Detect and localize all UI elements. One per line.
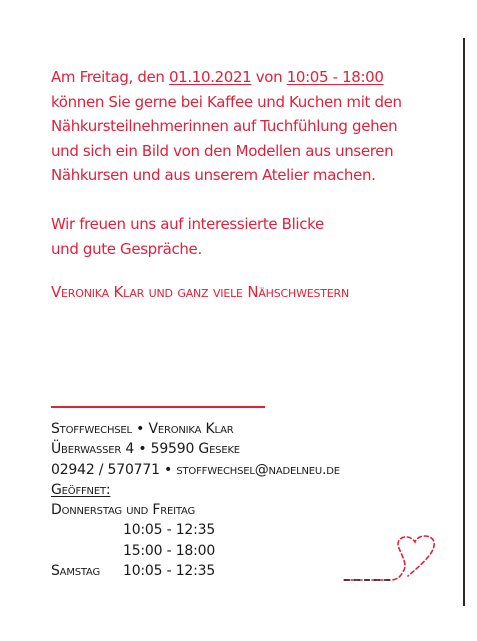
invitation-line-1-middle: von: [251, 68, 287, 86]
invitation-line-6: Wir freuen uns auf interessierte Blicke: [51, 215, 324, 233]
right-vertical-line: [463, 38, 465, 606]
opening-days-weekday: Donnerstag und Freitag: [51, 502, 195, 519]
invitation-line-1-prefix: Am Freitag, den: [51, 68, 169, 86]
phone-email-line: [51, 460, 340, 480]
company-line: Stoffwechsel • Veronika Klar: [51, 421, 234, 437]
opening-time-2: 15:00 - 18:00: [123, 542, 216, 559]
invitation-line-5: Nähkursen und aus unserem Atelier machen.: [51, 166, 376, 184]
dashed-heart-icon: [338, 532, 446, 590]
contact-block: [51, 419, 340, 581]
address-line: Überwasser 4 • 59590 Geseke: [51, 441, 240, 458]
phone-number: 02942 / 570771 •: [51, 461, 177, 478]
event-time: 10:05 - 18:00: [286, 68, 384, 86]
opening-hours-heading: Geöffnet:: [51, 481, 111, 498]
divider-rule: [51, 406, 265, 408]
opening-time-3: 10:05 - 12:35: [123, 563, 216, 580]
invitation-line-2: können Sie gerne bei Kaffee und Kuchen mit den: [51, 92, 402, 111]
invitation-line-7: und gute Gespräche.: [51, 239, 202, 258]
opening-days-saturday: Samstag: [51, 563, 101, 580]
signature: Veronika Klar und ganz viele Nähschwestern: [51, 283, 350, 301]
invitation-text: [51, 65, 451, 261]
invitation-line-3: Nähkursteilnehmerinnen auf Tuchfühlung gehen: [51, 117, 398, 135]
paragraph-gap: [51, 188, 451, 213]
event-date: 01.10.2021: [168, 68, 252, 86]
invitation-line-1: [51, 65, 451, 90]
email-address: stoffwechsel@nadelneu.de: [176, 461, 340, 478]
opening-row-saturday: [51, 561, 340, 581]
invitation-line-4: und sich ein Bild von den Modellen aus unseren: [51, 141, 394, 160]
opening-time-1: 10:05 - 12:35: [123, 522, 216, 539]
